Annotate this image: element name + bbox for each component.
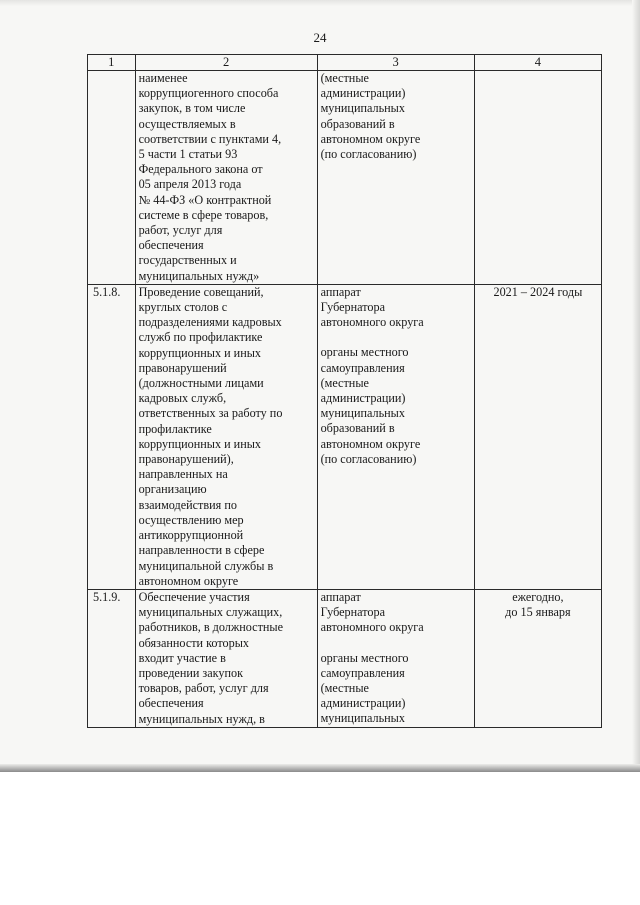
description-line: 05 апреля 2013 года — [138, 177, 242, 192]
executor-line: (по согласованию) — [320, 451, 417, 466]
scan-edge-top — [0, 0, 640, 6]
executor-spacer — [321, 636, 471, 651]
item-number: 5.1.9. — [88, 589, 136, 727]
item-number — [88, 71, 136, 285]
description-line: служб по профилактике — [138, 330, 263, 345]
header-col-3: 3 — [317, 55, 474, 71]
measure-description — [135, 589, 317, 727]
executor-line: администрации) — [320, 86, 406, 101]
description-line: Проведение совещаний, — [138, 284, 264, 299]
description-line: ответственных за работу по — [138, 406, 283, 421]
header-row — [88, 55, 602, 71]
executor-line: автономном округе — [320, 131, 421, 146]
executor-line: муниципальных — [320, 406, 405, 421]
description-line: кадровых служб, — [138, 391, 227, 406]
execution-period: 2021 – 2024 годы — [474, 284, 601, 589]
description-line: направленности в сфере — [138, 543, 265, 558]
executor-line: образований в — [320, 116, 395, 131]
measures-table — [87, 54, 602, 728]
responsible-executors — [317, 71, 474, 285]
description-line: товаров, работ, услуг для — [138, 681, 269, 696]
description-line: муниципальных нужд, в — [138, 711, 265, 726]
executor-line: автономном округе — [320, 436, 421, 451]
description-line: осуществлению мер — [138, 512, 244, 527]
item-number: 5.1.8. — [88, 284, 136, 589]
executor-line: аппарат — [320, 284, 361, 299]
executor-line: (местные — [320, 375, 369, 390]
executor-line: администрации) — [320, 391, 406, 406]
description-line: подразделениями кадровых — [138, 315, 282, 330]
table-row — [88, 71, 602, 285]
description-line: входит участие в — [138, 650, 226, 665]
header-col-1: 1 — [88, 55, 136, 71]
description-line: муниципальных нужд» — [138, 268, 260, 283]
execution-period — [474, 71, 601, 285]
header-col-2: 2 — [135, 55, 317, 71]
description-line: круглых столов с — [138, 300, 228, 315]
executor-spacer — [321, 330, 471, 345]
description-line: проведении закупок — [138, 665, 244, 680]
description-line: коррупционных и иных — [138, 345, 262, 360]
description-line: коррупционных и иных — [138, 436, 262, 451]
page-number: 24 — [313, 30, 327, 45]
description-line: № 44-ФЗ «О контрактной — [138, 192, 272, 207]
description-line: обеспечения — [138, 238, 204, 253]
description-line: наименее — [138, 71, 188, 85]
executor-line: органы местного — [320, 345, 409, 360]
description-line: осуществляемых в — [138, 116, 236, 131]
description-line: направленных на — [138, 467, 228, 482]
description-line: правонарушений), — [138, 452, 234, 467]
measure-description — [135, 284, 317, 589]
scan-edge-right — [632, 0, 640, 772]
table-row — [88, 589, 602, 727]
description-line: государственных и — [138, 253, 237, 268]
scan-edge-bottom — [0, 764, 640, 772]
responsible-executors — [317, 284, 474, 589]
responsible-executors — [317, 589, 474, 727]
executor-line: Губернатора — [320, 300, 386, 315]
executor-line: (по согласованию) — [320, 147, 417, 162]
executor-line: образований в — [320, 421, 395, 436]
description-line: (должностными лицами — [138, 376, 264, 391]
description-line: работников, в должностные — [138, 620, 284, 635]
executor-line: Губернатора — [320, 605, 386, 620]
description-line: коррупциогенного способа — [138, 86, 279, 101]
description-line: соответствии с пунктами 4, — [138, 131, 282, 146]
description-line: муниципальной службы в — [138, 558, 274, 573]
table-row — [88, 284, 602, 589]
description-line: антикоррупционной — [138, 528, 244, 543]
description-line: Федерального закона от — [138, 162, 263, 177]
measure-description — [135, 71, 317, 285]
description-line: правонарушений — [138, 360, 227, 375]
description-line: работ, услуг для — [138, 223, 223, 238]
executor-line: аппарат — [320, 589, 361, 604]
description-line: муниципальных служащих, — [138, 605, 283, 620]
executor-line: администрации) — [320, 696, 406, 711]
executor-line: (местные — [320, 680, 369, 695]
description-line: организацию — [138, 482, 207, 497]
description-line: обеспечения — [138, 696, 204, 711]
executor-line: муниципальных — [320, 101, 405, 116]
description-line: взаимодействия по — [138, 497, 237, 512]
description-line: автономном округе — [138, 573, 239, 588]
executor-line: автономного округа — [320, 620, 424, 635]
description-line: 5 части 1 статьи 93 — [138, 147, 238, 162]
description-line: профилактике — [138, 421, 212, 436]
description-line: Обеспечение участия — [138, 589, 250, 604]
header-col-4: 4 — [474, 55, 601, 71]
executor-line: муниципальных — [320, 711, 405, 726]
executor-line: (местные — [320, 71, 369, 85]
executor-line: автономного округа — [320, 315, 424, 330]
description-line: системе в сфере товаров, — [138, 207, 269, 222]
description-line: закупок, в том числе — [138, 101, 246, 116]
execution-period: ежегодно, до 15 января — [474, 589, 601, 727]
executor-line: самоуправления — [320, 360, 405, 375]
executor-line: органы местного — [320, 650, 409, 665]
description-line: обязанности которых — [138, 635, 249, 650]
executor-line: самоуправления — [320, 665, 405, 680]
